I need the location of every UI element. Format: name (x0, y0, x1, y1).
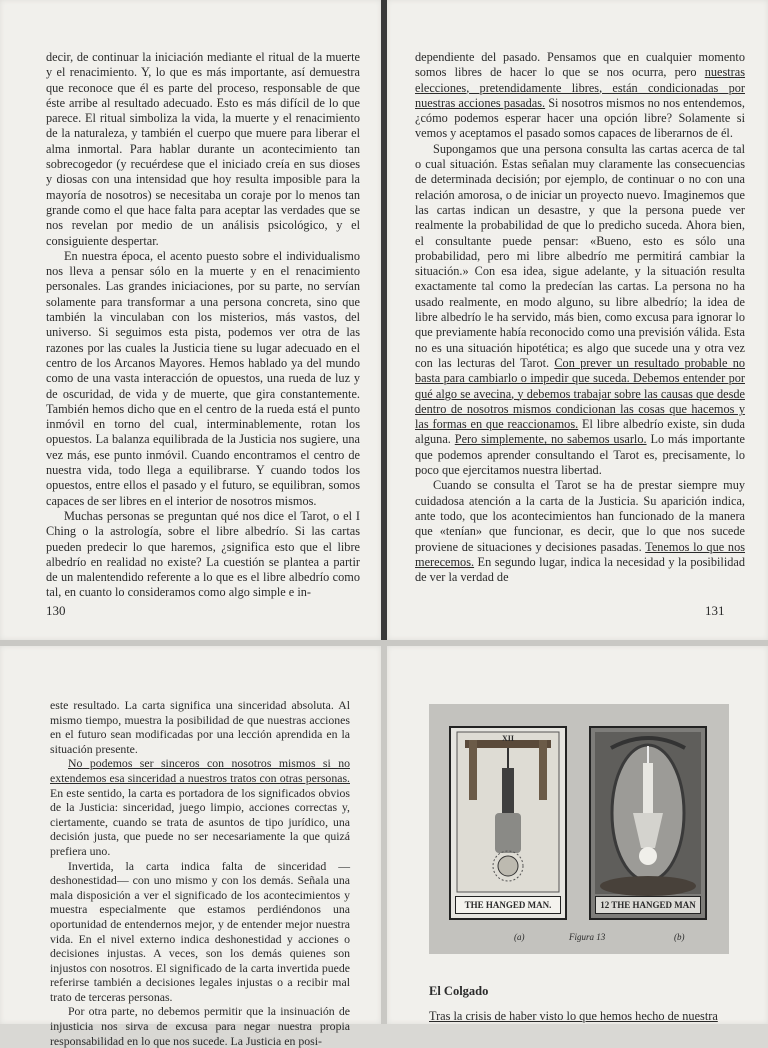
page-131 (387, 0, 768, 640)
paragraph: Invertida, la carta indica falta de sinceridad —deshonestidad— con uno mismo y con los demás. Señala una mala disposición a ver el significado de los acontecimientos y muestra especialmente que estamos perdiéndonos una oportunidad de entendernos mejor, y de entender mejor nuestra vida. En el nivel externo indica deshonestidad y acciones o decisiones injustas. A veces, son los demás quienes son injustos con nosotros. El significado de la carta invertida puede referirse también a decisiones legales injustas o a recibir mal trato de terceras personas. (50, 858, 350, 1004)
underlined-text: nuestras elecciones, pretendidamente libres, están condicionadas por nuestras acciones pasadas. (415, 65, 745, 110)
card-title: 12 THE HANGED MAN (595, 896, 701, 914)
page-number: 131 (705, 603, 725, 618)
paragraph (50, 756, 350, 858)
underlined-text: Tenemos lo que nos merecemos. (415, 539, 746, 569)
paragraph: este resultado. La carta significa una sinceridad absoluta. Al mismo tiempo, muestra la posibilidad de que nuestras acciones en el futuro sean modificadas por una lección aprendida en la situación presente. (50, 698, 350, 756)
figure-13 (429, 704, 729, 954)
hanged-man-card-a (449, 726, 567, 920)
section-text: Tras la crisis de haber visto lo que hemos hecho de nuestra (429, 1009, 718, 1023)
page-131-body (415, 50, 745, 585)
text-run: Supongamos que una persona consulta las cartas acerca de tal o cual situación. Estas señalan muy claramente las consecuencias de determinada decisión; por ejemplo, de continuar o no con una relación amorosa, o de iniciar un proyecto nuevo. Imaginemos que las cartas indican un desastre, y que la persona puede ver realmente la probabilidad de que lo predicho suceda. Ahora bien, el consultante puede pensar: «Bueno, esto es sólo una probabilidad, pero mi libre albedrío me permitirá cambiar la situación.» Con esa idea, sigue adelante, y la situación resulta exactamente tal como la predecían las cartas. La persona no ha usado realmente, en modo alguno, su libre albedrío; la idea de libre albedrío le ha servido, más bien, como excusa para ignorar lo que previamente había reconocido como una previsión válida. Esta no es una situación hipotética; es algo que sucede una y otra vez con las lecturas del Tarot. (415, 141, 745, 370)
page-132 (0, 646, 381, 1048)
hanged-man-illustration (591, 728, 705, 918)
card-numeral: XII (501, 734, 514, 743)
page-130 (0, 0, 381, 640)
page-130-body (46, 50, 360, 601)
underlined-text: Con prever un resultado probable no basta para cambiarlo o impedir que suceda. Debemos entender por qué algo se avecina, y debemos trabajar sobre las causas que desde dentro de nosotros mismos condicionan las cosas que hacemos y las formas en que reaccionamos. (415, 355, 746, 432)
figure-label-a: (a) (514, 932, 525, 942)
text-run: Si nosotros mismos no nos entendemos, ¿cómo podemos esperar hacer una opción libre? Solamente si vemos y aceptamos el pasado somos capaces de liberarnos de él. (415, 95, 745, 141)
paragraph (415, 142, 745, 479)
paragraph (415, 478, 745, 585)
hanged-man-card-b (589, 726, 707, 920)
page-132-body (50, 698, 350, 1048)
paragraph: decir, de continuar la iniciación mediante el ritual de la muerte y el renacimiento. Y, lo que es más importante, así demuestra que reconoce que él es parte del proceso, responsable de que éste arribe al resultado adecuado. Esto es más difícil de lo que parece. El ritual simboliza la vida, la muerte y el renacimiento de la naturaleza, y también el cuerpo que muere para liberar el alma inmortal. Para hablar durante un acontecimiento tan sobrecogedor (y recuérdese que el iniciado creía en sus dioses y diosas con una intensidad que hoy resulta imposible para la mayoría de nosotros) se necesitaba un coraje por lo menos tan grande como el que hace falta para aceptar las verdades que se nos revelan por medio de un análisis psicológico, y el consiguiente despertar. (46, 50, 360, 248)
text-run: Cuando se consulta el Tarot se ha de prestar siempre muy cuidadosa atención a la carta de la Justicia. Su aparición indica, ante todo, que los acontecimientos han funcionado de la manera que «tenían» que funcionar, es decir, que lo que nos sucede proviene de situaciones y decisiones pasadas. (415, 478, 745, 554)
page-number: 130 (46, 603, 66, 618)
page-133 (387, 646, 768, 1024)
section-heading: El Colgado (429, 984, 489, 998)
paragraph (415, 50, 745, 142)
card-title: THE HANGED MAN. (455, 896, 561, 914)
text-run: dependiente del pasado. Pensamos que en cualquier momento somos libres de hacer lo que se nos ocurra, pero (415, 50, 745, 80)
text-run: En este sentido, la carta es portadora de los significados obvios de la Justicia: sinceridad, juego limpio, acciones correctas y, ciertamente, cuando se trata de asuntos de tipo jurídico, una decisión justa, que puede no ser necesariamente la que quizá prefiera uno. (50, 785, 350, 858)
paragraph: Muchas personas se preguntan qué nos dice el Tarot, o el I Ching o la astrología, sobre el libre albedrío. Si las cartas pueden predecir lo que haremos, ¿significa esto que el libre albedrío en realidad no existe? La cuestión se plantea a partir de un malentendido referente a lo que es el libre albedrío como tal, en cuanto lo consideramos como algo simple e in- (46, 508, 360, 600)
underlined-text: No podemos ser sinceros con nosotros mismos si no extendemos esa sinceridad a nuestros tratos con otras personas. (50, 756, 350, 785)
text-run: Lo más importante que podemos aprender consultando el Tarot es, precisamente, lo poco que ejercitamos nuestra libertad. (415, 432, 745, 478)
figure-label-b: (b) (674, 932, 685, 942)
figure-caption: Figura 13 (569, 932, 606, 942)
underlined-text: Pero simplemente, no sabemos usarlo. (454, 432, 647, 447)
paragraph: En nuestra época, el acento puesto sobre el individualismo nos lleva a pensar sólo en la muerte y en el renacimiento personales. Las grandes iniciaciones, por su parte, no servían solamente para transformar a una persona concreta, sino que también la vinculaban con los misterios, más vastos, del universo. Si seguimos esta pista, podemos ver otra de las razones por las cuales la Justicia tiene su lugar adecuado en el centro de los Arcanos Mayores. Hemos hablado ya del mundo como de una vasta interacción de opuestos, una rueda de luz y de oscuridad, de vida y de muerte, que gira constantemente. También hemos dicho que en el centro de la rueda está el punto inmóvil en torno del cual, interminablemente, rotan los opuestos. La balanza equilibrada de la Justicia nos sugiere, una vez más, ese punto inmóvil. Cuando encontramos el centro de nuestra vida, todo llega a equilibrarse. Y cuando todos los opuestos, entre ellos el pasado y el futuro, se equilibran, somos capaces de ser libres en el interior de nosotros mismos. (46, 248, 360, 508)
paragraph: Por otra parte, no debemos permitir que la insinuación de injusticia nos sirva de excusa para negar nuestra propia responsabilidad en lo que nos sucede. La Justicia en posi- (50, 1004, 350, 1048)
text-run: El libre albedrío existe, sin duda alguna. (415, 417, 745, 447)
text-run: En segundo lugar, indica la necesidad y la posibilidad de ver la verdad de (415, 554, 745, 585)
hanged-man-illustration (451, 728, 565, 918)
